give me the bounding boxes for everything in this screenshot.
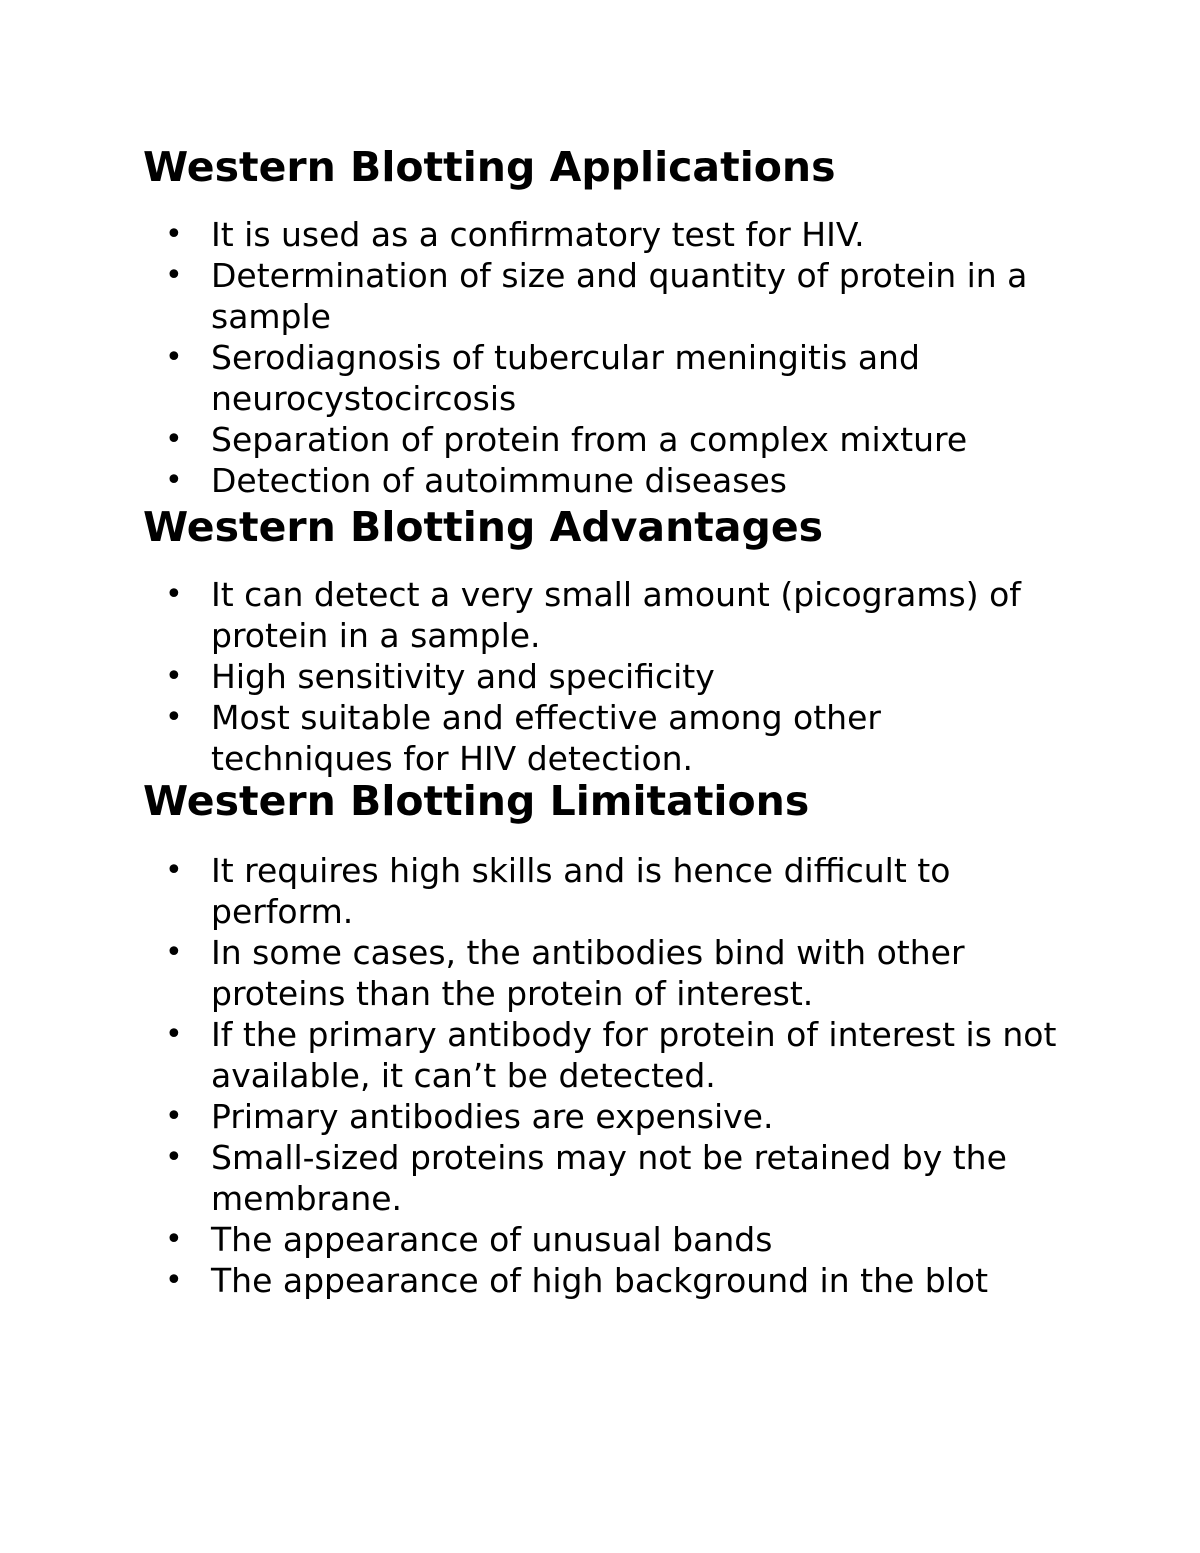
bullet-list (143, 574, 1083, 779)
list-item-text: In some cases, the antibodies bind with other proteins than the protein of interest. (211, 933, 965, 1013)
bullet-list (143, 214, 1083, 501)
list-item (143, 419, 1071, 460)
list-item (143, 460, 1071, 501)
list-item-text: Detection of autoimmune diseases (211, 461, 787, 500)
bullet-icon: • (165, 1222, 183, 1257)
bullet-icon: • (165, 217, 183, 252)
bullet-icon: • (165, 463, 183, 498)
list-item (143, 255, 1071, 337)
list-item-text: It is used as a confirmatory test for HIV. (211, 215, 865, 254)
bullet-icon: • (165, 853, 183, 888)
list-item-text: Primary antibodies are expensive. (211, 1097, 774, 1136)
list-item-text: The appearance of unusual bands (211, 1220, 773, 1259)
bullet-icon: • (165, 340, 183, 375)
section-heading: Western Blotting Applications (143, 143, 836, 191)
bullet-icon: • (165, 258, 183, 293)
list-item (143, 1096, 1071, 1137)
list-item-text: It requires high skills and is hence difficult to perform. (211, 851, 951, 931)
bullet-icon: • (165, 1099, 183, 1134)
list-item (143, 697, 1071, 779)
list-item-text: It can detect a very small amount (picograms) of protein in a sample. (211, 575, 1021, 655)
list-item-text: High sensitivity and specificity (211, 657, 715, 696)
bullet-icon: • (165, 935, 183, 970)
list-item (143, 850, 1071, 932)
bullet-icon: • (165, 1017, 183, 1052)
bullet-icon: • (165, 659, 183, 694)
list-item (143, 1137, 1071, 1219)
list-item (143, 1219, 1071, 1260)
list-item-text: The appearance of high background in the blot (211, 1261, 989, 1300)
list-item-text: Separation of protein from a complex mixture (211, 420, 968, 459)
list-item (143, 214, 1071, 255)
list-item-text: Small-sized proteins may not be retained by the membrane. (211, 1138, 1007, 1218)
bullet-list (143, 850, 1083, 1301)
list-item (143, 1014, 1071, 1096)
bullet-icon: • (165, 1140, 183, 1175)
list-item (143, 656, 1071, 697)
list-item-text: If the primary antibody for protein of interest is not available, it can’t be detected. (211, 1015, 1057, 1095)
list-item-text: Serodiagnosis of tubercular meningitis and neurocystocircosis (211, 338, 920, 418)
list-item-text: Most suitable and effective among other techniques for HIV detection. (211, 698, 881, 778)
list-item (143, 574, 1071, 656)
section-applications (143, 144, 1083, 501)
list-item-text: Determination of size and quantity of protein in a sample (211, 256, 1028, 336)
bullet-icon: • (165, 577, 183, 612)
section-heading: Western Blotting Advantages (143, 503, 824, 551)
bullet-icon: • (165, 700, 183, 735)
bullet-icon: • (165, 422, 183, 457)
section-advantages (143, 504, 1083, 779)
bullet-icon: • (165, 1263, 183, 1298)
section-heading: Western Blotting Limitations (143, 777, 810, 825)
list-item (143, 1260, 1071, 1301)
list-item (143, 932, 1071, 1014)
list-item (143, 337, 1071, 419)
section-limitations (143, 778, 1083, 1301)
